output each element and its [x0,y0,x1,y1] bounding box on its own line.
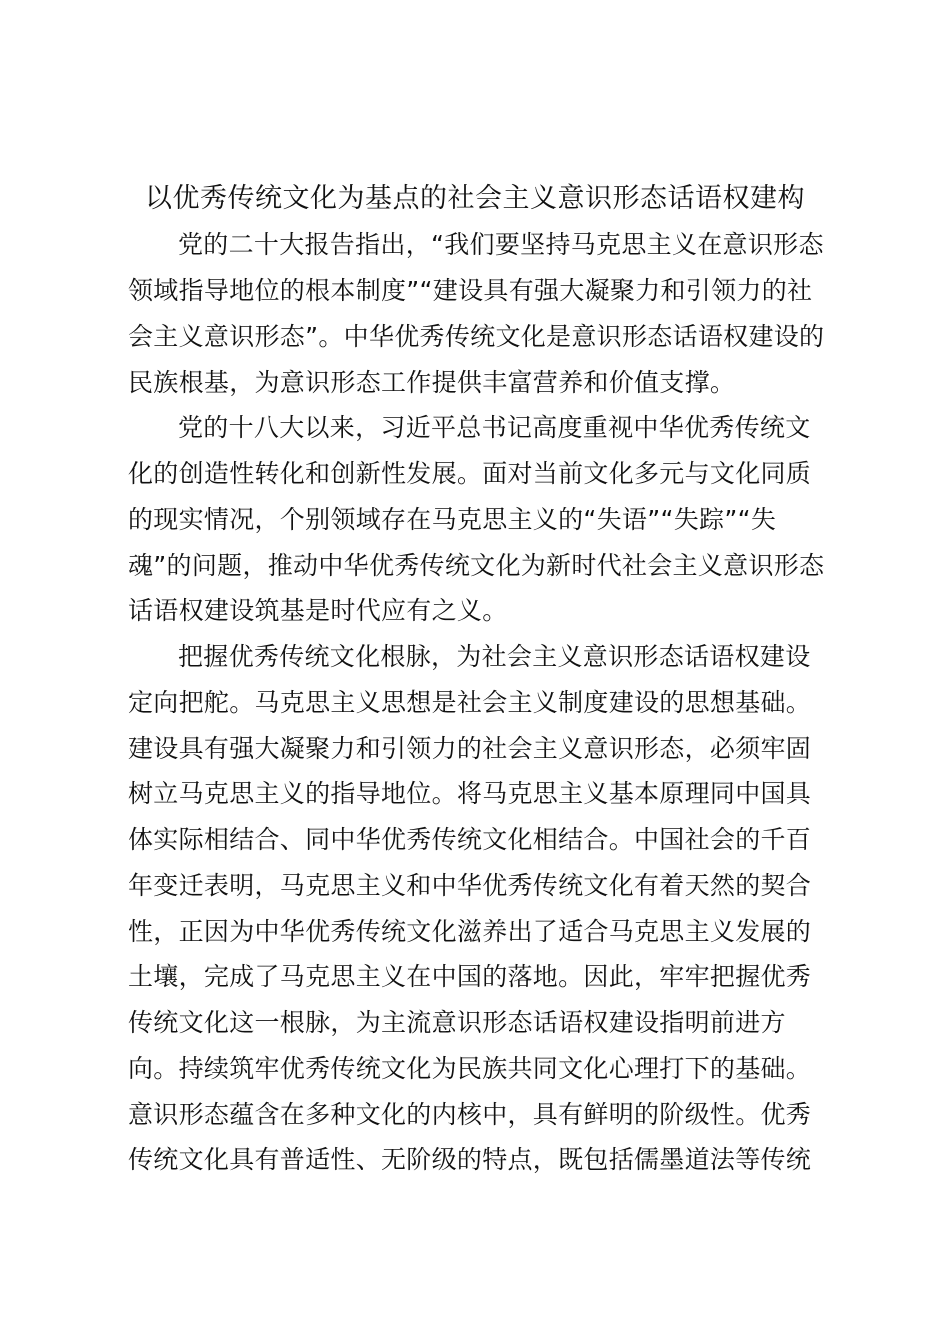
paragraph-1-line-4: 民族根基，为意识形态工作提供丰富营养和价值支撑。 [128,368,736,397]
paragraph-2-line-3: 的现实情况，个别领域存在马克思主义的“失语”“失踪”“失 [128,505,777,534]
paragraph-1-line-2: 领域指导地位的根本制度”“建设具有强大凝聚力和引领力的社 [128,276,813,305]
paragraph-1-line-1: 党的二十大报告指出，“我们要坚持马克思主义在意识形态 [178,230,824,259]
paragraph-3-line-9: 传统文化这一根脉，为主流意识形态话语权建设指明前进方 [128,1008,786,1037]
paragraph-2-line-2: 化的创造性转化和创新性发展。面对当前文化多元与文化同质 [128,459,812,488]
document-title: 以优秀传统文化为基点的社会主义意识形态话语权建构 [145,183,805,214]
paragraph-2-line-5: 话语权建设筑基是时代应有之义。 [128,596,508,625]
paragraph-3-line-4: 树立马克思主义的指导地位。将马克思主义基本原理同中国具 [128,779,812,808]
paragraph-3-line-3: 建设具有强大凝聚力和引领力的社会主义意识形态，必须牢固 [128,734,812,763]
paragraph-2-line-1: 党的十八大以来，习近平总书记高度重视中华优秀传统文 [178,413,811,442]
paragraph-3-line-1: 把握优秀传统文化根脉，为社会主义意识形态话语权建设 [178,642,811,671]
paragraph-3-line-8: 土壤，完成了马克思主义在中国的落地。因此，牢牢把握优秀 [128,962,812,991]
paragraph-3-line-5: 体实际相结合、同中华优秀传统文化相结合。中国社会的千百 [128,825,812,854]
paragraph-3-line-2: 定向把舵。马克思主义思想是社会主义制度建设的思想基础。 [128,688,812,717]
paragraph-2-line-4: 魂”的问题，推动中华优秀传统文化为新时代社会主义意识形态 [128,551,825,580]
paragraph-3-line-12: 传统文化具有普适性、无阶级的特点，既包括儒墨道法等传统 [128,1145,812,1174]
paragraph-3-line-7: 性，正因为中华优秀传统文化滋养出了适合马克思主义发展的 [128,917,812,946]
paragraph-3-line-10: 向。持续筑牢优秀传统文化为民族共同文化心理打下的基础。 [128,1054,812,1083]
paragraph-3-line-6: 年变迁表明，马克思主义和中华优秀传统文化有着天然的契合 [128,871,812,900]
paragraph-1-line-3: 会主义意识形态”。中华优秀传统文化是意识形态话语权建设的 [128,322,825,351]
paragraph-3-line-11: 意识形态蕴含在多种文化的内核中，具有鲜明的阶级性。优秀 [128,1100,812,1129]
